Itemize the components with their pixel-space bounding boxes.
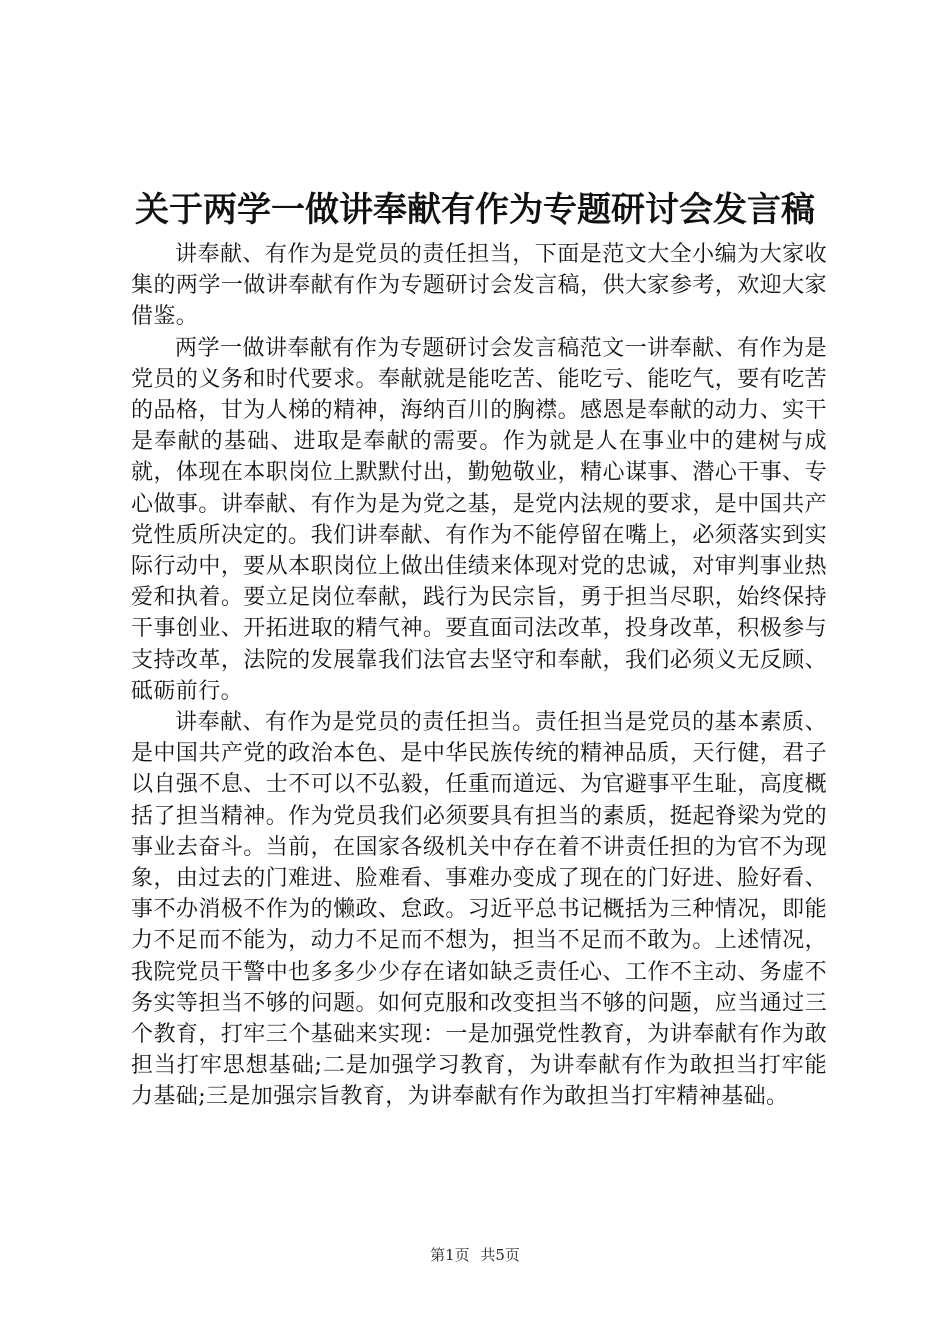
document-title: 关于两学一做讲奉献有作为专题研讨会发言稿 [135,190,815,230]
paragraph-sample-one: 两学一做讲奉献有作为专题研讨会发言稿范文一讲奉献、有作为是党员的义务和时代要求。奉献就是能吃苦、能吃亏、能吃气，要有吃苦的品格，甘为人梯的精神，海纳百川的胸襟。感恩是奉献的动力、实干是奉献的基础、进取是奉献的需要。作为就是人在事业中的建树与成就，体现在本职岗位上默默付出，勤勉敬业，精心谋事、潜心干事、专心做事。讲奉献、有作为是为党之基，是党内法规的要求，是中国共产党性质所决定的。我们讲奉献、有作为不能停留在嘴上，必须落实到实际行动中，要从本职岗位上做出佳绩来体现对党的忠诚，对审判事业热爱和执着。要立足岗位奉献，践行为民宗旨，勇于担当尽职，始终保持干事创业、开拓进取的精气神。要直面司法改革，投身改革，积极参与支持改革，法院的发展靠我们法官去坚守和奉献，我们必须义无反顾、砥砺前行。 [131,335,827,704]
page-number: 第1页 [430,1246,470,1264]
page-footer [0,1245,950,1265]
page-total: 共5页 [480,1246,520,1264]
document-body [131,239,827,1113]
paragraph-intro: 讲奉献、有作为是党员的责任担当，下面是范文大全小编为大家收集的两学一做讲奉献有作为专题研讨会发言稿，供大家参考，欢迎大家借鉴。 [131,242,827,330]
paragraph-responsibility: 讲奉献、有作为是党员的责任担当。责任担当是党员的基本素质、是中国共产党的政治本色、是中华民族传统的精神品质，天行健，君子以自强不息、士不可以不弘毅，任重而道远、为官避事平生耻，高度概括了担当精神。作为党员我们必须要具有担当的素质，挺起脊梁为党的事业去奋斗。当前，在国家各级机关中存在着不讲责任担的为官不为现象，由过去的门难进、脸难看、事难办变成了现在的门好进、脸好看、事不办消极不作为的懒政、怠政。习近平总书记概括为三种情况，即能力不足而不能为，动力不足而不想为，担当不足而不敢为。上述情况，我院党员干警中也多多少少存在诸如缺乏责任心、工作不主动、务虚不务实等担当不够的问题。如何克服和改变担当不够的问题，应当通过三个教育，打牢三个基础来实现：一是加强党性教育，为讲奉献有作为敢担当打牢思想基础;二是加强学习教育，为讲奉献有作为敢担当打牢能力基础;三是加强宗旨教育，为讲奉献有作为敢担当打牢精神基础。 [131,710,827,1110]
